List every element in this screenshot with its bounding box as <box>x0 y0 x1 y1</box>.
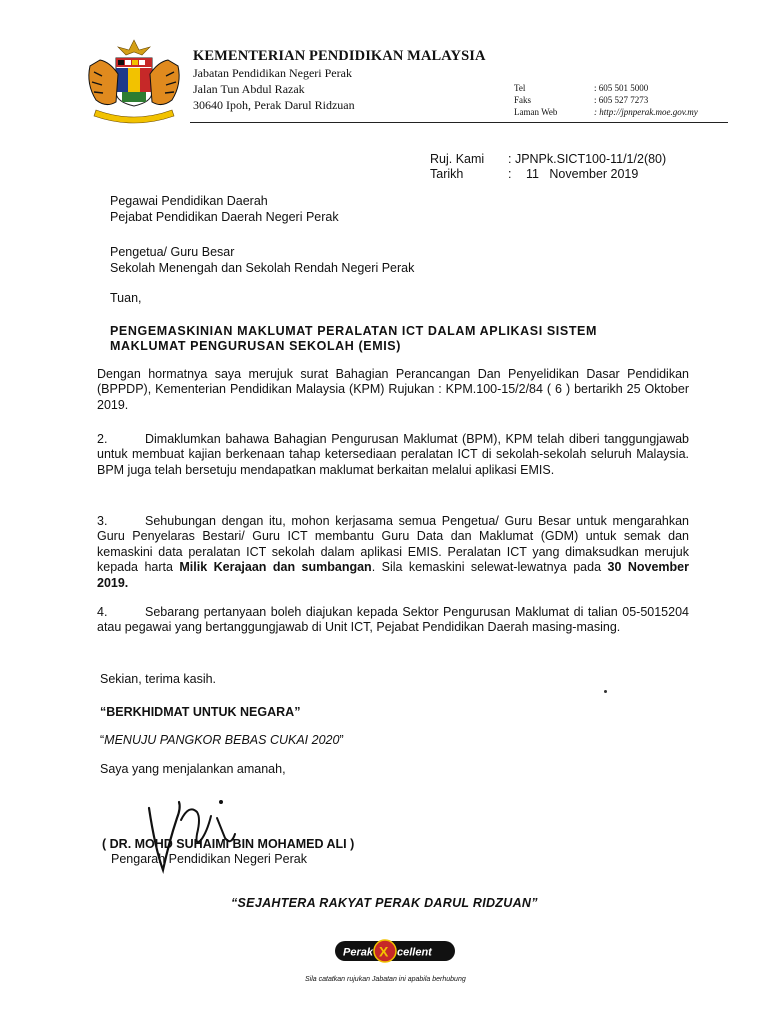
paragraph-2 <box>97 432 689 478</box>
state-motto: “SEJAHTERA RAKYAT PERAK DARUL RIDZUAN” <box>231 896 538 910</box>
contact-fax <box>514 94 698 106</box>
recipient-line: Pejabat Pendidikan Daerah Negeri Perak <box>110 209 339 224</box>
reference-label: Ruj. Kami <box>430 152 485 166</box>
street-address: Jalan Tun Abdul Razak <box>193 82 305 96</box>
paragraph-number: 2. <box>97 432 108 446</box>
department-name: Jabatan Pendidikan Negeri Perak <box>193 66 352 80</box>
contact-label: Faks <box>514 95 532 105</box>
paragraph-text: Dimaklumkan bahawa Bahagian Pengurusan Maklumat (BPM), KPM telah diberi tanggungjawab untuk membuat kajian berkenaan tahap ketersediaan peralatan ICT di sekolah-sekolah seluruh Malaysia. BPM juga telah bersetuju mendapatkan maklumat berkaitan melalui aplikasi EMIS. <box>97 432 689 477</box>
ministry-crest-logo <box>82 38 186 124</box>
letter-subject <box>110 324 695 354</box>
city-address: 30640 Ipoh, Perak Darul Ridzuan <box>193 98 355 112</box>
letter-date: 11 November 2019 <box>526 167 639 181</box>
paragraph-text: Sebarang pertanyaan boleh diajukan kepada Sektor Pengurusan Maklumat di talian 05-5015204 atau pegawai yang bertanggungjawab di Unit ICT, Pejabat Pendidikan Daerah masing-masing. <box>97 605 689 635</box>
signatory-name: ( DR. MOHD SUHAIMI BIN MOHAMED ALI ) <box>102 837 355 851</box>
contact-label: Laman Web <box>514 107 558 117</box>
slogan-service: “BERKHIDMAT UNTUK NEGARA” <box>100 705 301 719</box>
recipient-principals <box>110 245 414 276</box>
emphasis-ownership: Milik Kerajaan dan sumbangan <box>179 560 372 575</box>
subject-line: MAKLUMAT PENGURUSAN SEKOLAH (EMIS) <box>110 339 401 353</box>
reference-number: : JPNPk.SICT100-11/1/2(80) <box>508 152 667 166</box>
paragraph-3 <box>97 514 689 591</box>
paragraph-1: Dengan hormatnya saya merujuk surat Bahagian Perancangan Dan Penyelidikan Dasar Pendidikan (BPPDP), Kementerian Pendidikan Malaysia (KPM) Rujukan : KPM.100-15/2/84 ( 6 ) bertarikh 25 Oktober 2019. <box>97 367 689 412</box>
recipient-line: Sekolah Menengah dan Sekolah Rendah Negeri Perak <box>110 260 415 275</box>
paragraph-text: . Sila kemaskini selewat-lewatnya pada <box>371 560 608 575</box>
paragraph-text: Sehubungan dengan itu, mohon kerjasama semua Pengetua/ Guru Besar untuk mengarahkan Guru Penyelaras Bestari/ Guru ICT membantu Guru Data dan Maklumat (GDM) untuk semak dan kemaskini data peralatan ICT sekolah dalam aplikasi EMIS. Peralatan ICT yang dimaksudkan merujuk kepada harta <box>97 514 689 575</box>
recipient-district-office <box>110 194 339 225</box>
contact-label: Tel <box>514 83 526 93</box>
letterhead-organisation <box>193 48 486 113</box>
reference-block <box>430 152 666 182</box>
paragraph-4 <box>97 605 689 636</box>
recipient-line: Pegawai Pendidikan Daerah <box>110 194 268 208</box>
slogan-pangkor-text: MENUJU PANGKOR BEBAS CUKAI 2020 <box>104 733 340 747</box>
date-label: Tarikh <box>430 167 464 181</box>
paragraph-number: 4. <box>97 605 108 619</box>
date-separator: : <box>508 167 512 181</box>
contact-tel <box>514 82 698 94</box>
svg-text:Perak: Perak <box>343 946 373 959</box>
subject-line: PENGEMASKINIAN MAKLUMAT PERALATAN ICT DALAM APLIKASI SISTEM <box>110 324 598 338</box>
paragraph-number: 3. <box>97 514 108 528</box>
scan-speck <box>604 690 607 693</box>
website-link[interactable]: : http://jpnperak.moe.gov.my <box>594 107 698 117</box>
closing-line: Sekian, terima kasih. <box>100 672 217 686</box>
letterhead-contacts <box>514 82 698 118</box>
contact-value: : 605 501 5000 <box>594 83 649 93</box>
salutation: Tuan, <box>110 291 142 305</box>
slogan-pangkor: “MENUJU PANGKOR BEBAS CUKAI 2020” <box>100 733 344 747</box>
contact-website <box>514 106 698 118</box>
svg-text:cellent: cellent <box>397 946 432 959</box>
svg-text:X: X <box>379 943 389 960</box>
ministry-name: KEMENTERIAN PENDIDIKAN MALAYSIA <box>193 48 486 64</box>
signatory-title: Pengarah Pendidikan Negeri Perak <box>111 852 307 866</box>
trust-line: Saya yang menjalankan amanah, <box>100 762 286 776</box>
recipient-line: Pengetua/ Guru Besar <box>110 245 235 259</box>
emphasis-deadline: 30 November 2019. <box>97 560 689 590</box>
footnote: Sila catatkan rujukan Jabatan ini apabila berhubung <box>305 976 466 983</box>
letterhead-divider <box>190 122 728 123</box>
contact-value: : 605 527 7273 <box>594 95 649 105</box>
perak-excellent-logo <box>333 938 457 964</box>
